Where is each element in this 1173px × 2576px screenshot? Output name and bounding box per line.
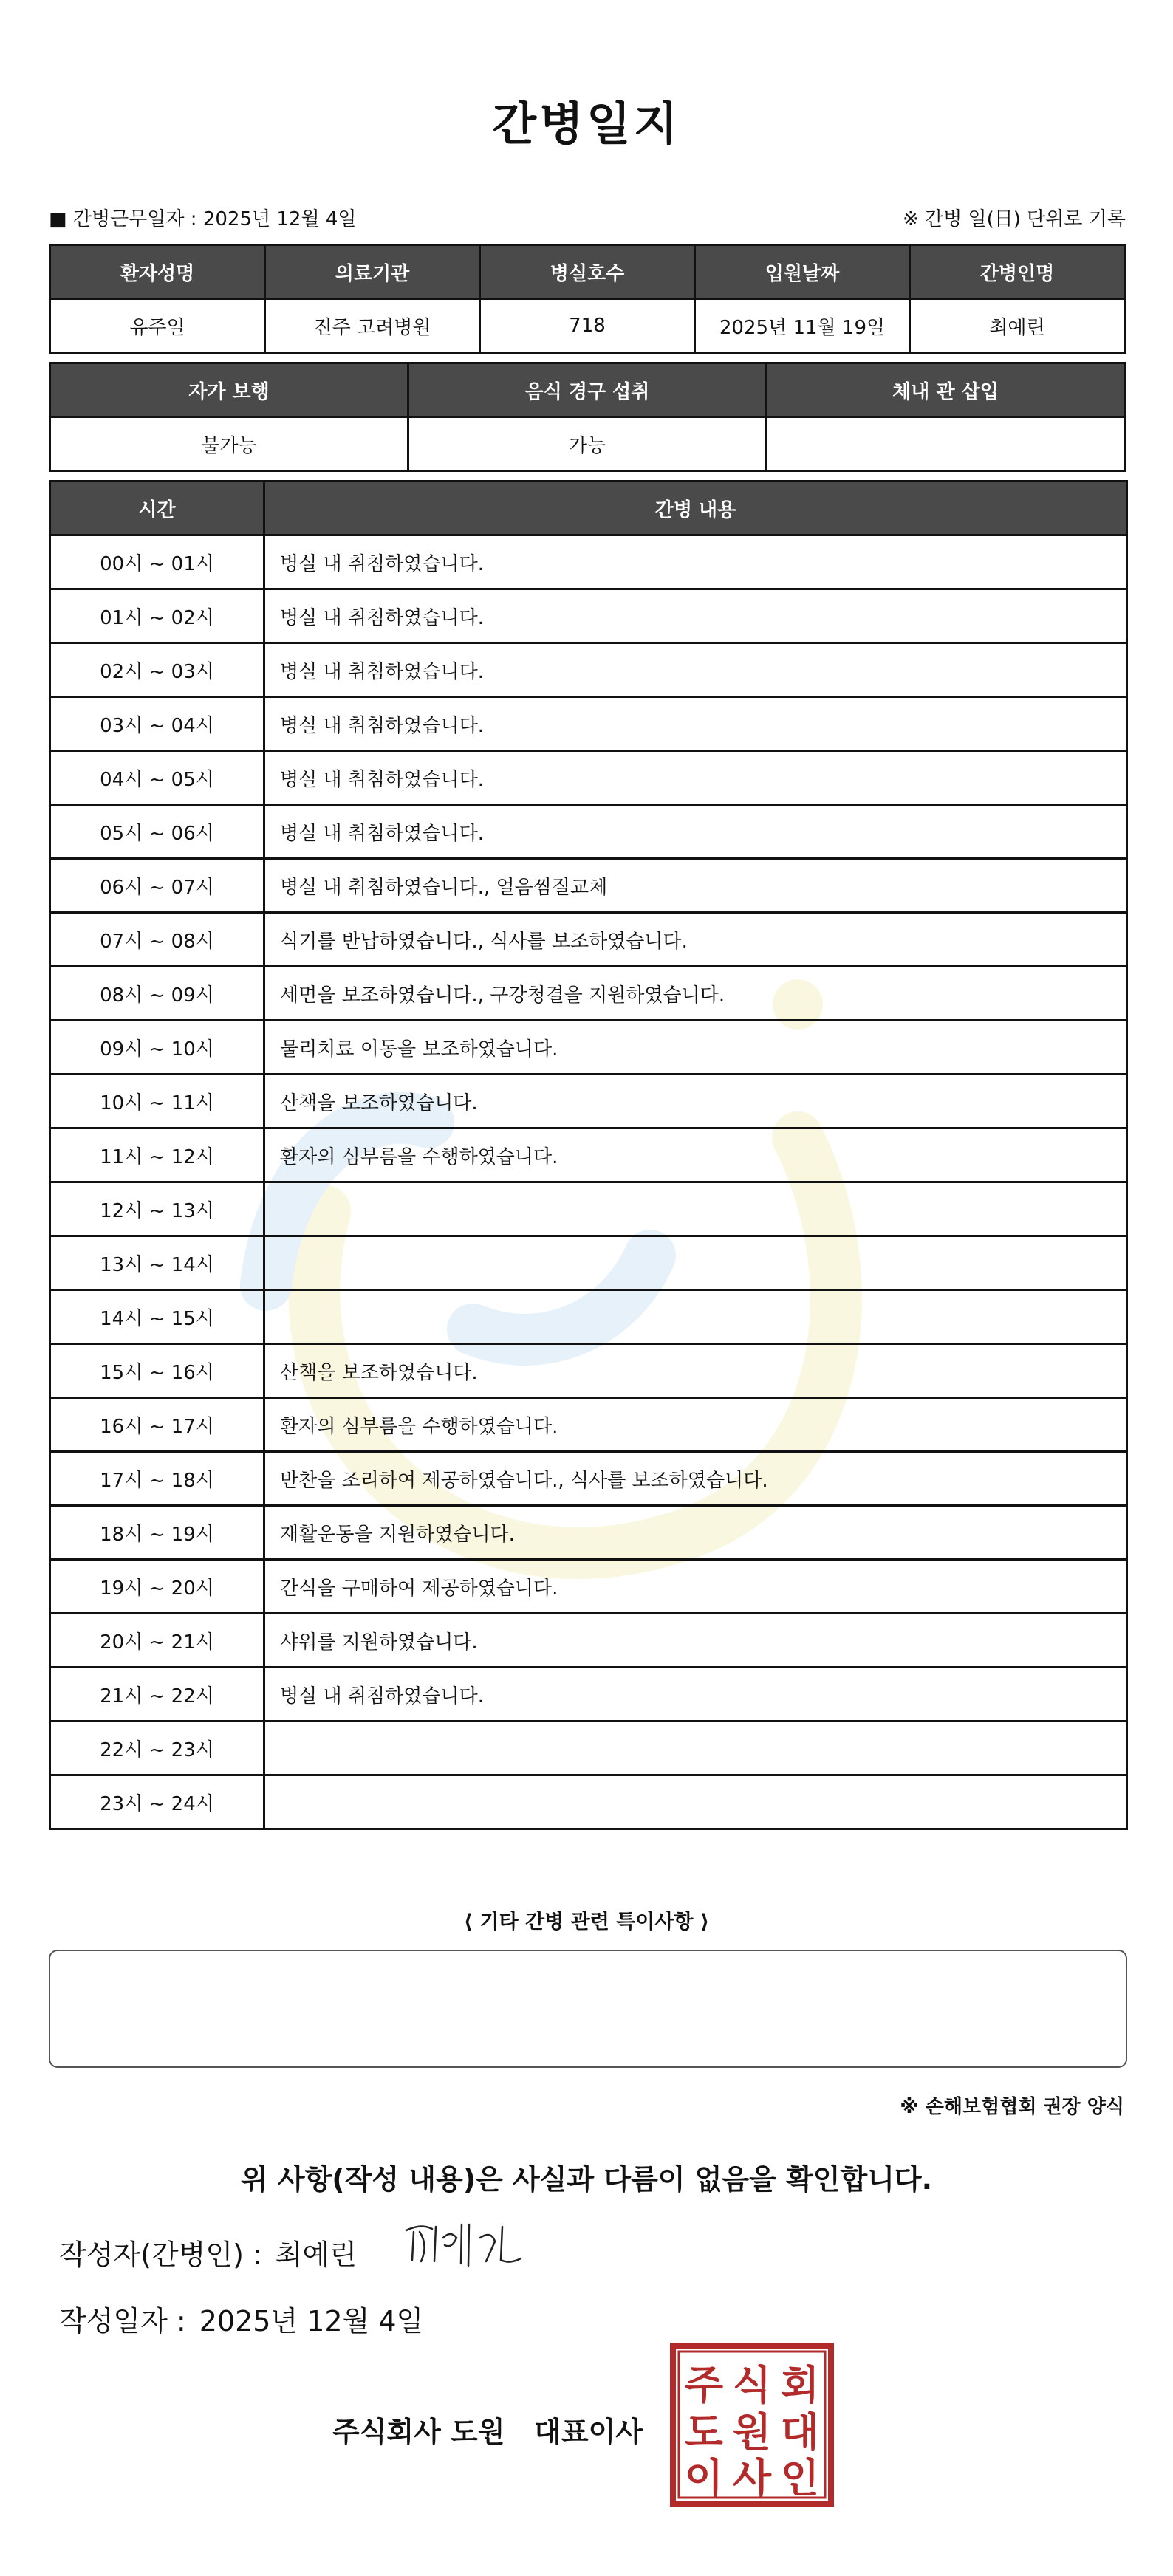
hospital: 진주 고려병원 [265, 299, 480, 353]
notes-box [49, 1950, 1127, 2068]
tube-insertion [767, 417, 1125, 471]
svg-text:원: 원 [732, 2409, 772, 2456]
time-slot: 22시 ~ 23시 [50, 1722, 264, 1775]
care-content [264, 1290, 1127, 1344]
time-slot: 18시 ~ 19시 [50, 1506, 264, 1560]
care-content: 병실 내 취침하였습니다., 얼음찜질교체 [264, 859, 1127, 913]
record-unit-note: ※ 간병 일(日) 단위로 기록 [902, 208, 1126, 230]
time-slot: 07시 ~ 08시 [50, 913, 264, 967]
svg-text:식: 식 [732, 2362, 772, 2408]
table-row [50, 1021, 1127, 1075]
table-row [50, 697, 1127, 751]
care-content: 병실 내 취침하였습니다. [264, 1668, 1127, 1722]
header-room-number: 병실호수 [480, 245, 695, 299]
time-slot: 11시 ~ 12시 [50, 1128, 264, 1182]
care-content: 병실 내 취침하였습니다. [264, 751, 1127, 805]
table-row [50, 913, 1127, 967]
meta-row [49, 198, 1126, 235]
self-walking: 불가능 [50, 417, 408, 471]
write-date-value: 2025년 12월 4일 [199, 2305, 424, 2337]
confirmation-statement: 위 사항(작성 내용)은 사실과 다름이 없음을 확인합니다. [240, 2163, 933, 2196]
care-log-body [50, 535, 1127, 1829]
table-row [50, 1775, 1127, 1829]
care-content [264, 1182, 1127, 1236]
table-row [50, 1075, 1127, 1128]
care-content: 세면을 보조하였습니다., 구강청결을 지원하였습니다. [264, 967, 1127, 1021]
svg-text:사: 사 [732, 2455, 772, 2501]
patient-info-header-row [50, 245, 1125, 299]
care-content: 산책을 보조하였습니다. [264, 1344, 1127, 1398]
time-slot: 00시 ~ 01시 [50, 535, 264, 589]
time-slot: 02시 ~ 03시 [50, 643, 264, 697]
svg-text:주: 주 [684, 2362, 724, 2408]
care-content: 샤워를 지원하였습니다. [264, 1614, 1127, 1668]
header-hospital: 의료기관 [265, 245, 480, 299]
care-content: 반찬을 조리하여 제공하였습니다., 식사를 보조하였습니다. [264, 1452, 1127, 1506]
svg-text:이: 이 [684, 2455, 724, 2501]
table-row [50, 805, 1127, 859]
care-content: 산책을 보조하였습니다. [264, 1075, 1127, 1128]
table-row [50, 1722, 1127, 1775]
time-slot: 05시 ~ 06시 [50, 805, 264, 859]
care-content: 병실 내 취침하였습니다. [264, 805, 1127, 859]
header-time: 시간 [50, 482, 264, 535]
care-content: 물리치료 이동을 보조하였습니다. [264, 1021, 1127, 1075]
time-slot: 15시 ~ 16시 [50, 1344, 264, 1398]
table-row [50, 967, 1127, 1021]
time-slot: 09시 ~ 10시 [50, 1021, 264, 1075]
table-row [50, 1452, 1127, 1506]
time-slot: 08시 ~ 09시 [50, 967, 264, 1021]
patient-info-value-row [50, 299, 1125, 353]
svg-text:대: 대 [780, 2409, 820, 2456]
company-seal [668, 2341, 835, 2508]
care-content: 병실 내 취침하였습니다. [264, 589, 1127, 643]
patient-status-value-row [50, 417, 1125, 471]
write-date-label: 작성일자 : [59, 2305, 186, 2337]
table-row [50, 535, 1127, 589]
patient-info-table [49, 244, 1126, 354]
table-row [50, 1668, 1127, 1722]
table-row [50, 1614, 1127, 1668]
time-slot: 01시 ~ 02시 [50, 589, 264, 643]
time-slot: 20시 ~ 21시 [50, 1614, 264, 1668]
care-work-date: ■ 간병근무일자 : 2025년 12월 4일 [49, 208, 357, 230]
table-row [50, 1128, 1127, 1182]
notes-title: ⟨ 기타 간병 관련 특이사항 ⟩ [463, 1911, 710, 1933]
time-slot: 23시 ~ 24시 [50, 1775, 264, 1829]
admission-date: 2025년 11월 19일 [695, 299, 910, 353]
svg-text:도: 도 [684, 2409, 724, 2456]
association-note: ※ 손해보험협회 권장 양식 [900, 2096, 1124, 2118]
care-content: 병실 내 취침하였습니다. [264, 535, 1127, 589]
time-slot: 14시 ~ 15시 [50, 1290, 264, 1344]
table-row [50, 751, 1127, 805]
svg-text:회: 회 [780, 2362, 820, 2408]
care-content: 병실 내 취침하였습니다. [264, 697, 1127, 751]
care-log-table [49, 480, 1128, 1830]
table-row [50, 1560, 1127, 1614]
header-admission-date: 입원날짜 [695, 245, 910, 299]
care-content: 환자의 심부름을 수행하였습니다. [264, 1128, 1127, 1182]
document-title: 간병일지 [492, 97, 681, 151]
care-content: 병실 내 취침하였습니다. [264, 643, 1127, 697]
time-slot: 16시 ~ 17시 [50, 1398, 264, 1452]
writer-name: 최예린 [275, 2238, 357, 2271]
table-row [50, 859, 1127, 913]
care-content: 간식을 구매하여 제공하였습니다. [264, 1560, 1127, 1614]
time-slot: 12시 ~ 13시 [50, 1182, 264, 1236]
care-content: 식기를 반납하였습니다., 식사를 보조하였습니다. [264, 913, 1127, 967]
header-care-content: 간병 내용 [264, 482, 1127, 535]
time-slot: 03시 ~ 04시 [50, 697, 264, 751]
svg-text:인: 인 [780, 2455, 820, 2501]
caregiver-name: 최예린 [910, 299, 1125, 353]
company-representative: 주식회사 도원 대표이사 [332, 2416, 643, 2448]
writer-line [59, 2232, 357, 2272]
patient-status-header-row [50, 363, 1125, 417]
patient-status-table [49, 362, 1126, 472]
table-row [50, 1398, 1127, 1452]
oral-intake: 가능 [408, 417, 767, 471]
table-row [50, 1506, 1127, 1560]
table-row [50, 1236, 1127, 1290]
care-content: 재활운동을 지원하였습니다. [264, 1506, 1127, 1560]
writer-label: 작성자(간병인) : [59, 2238, 262, 2271]
table-row [50, 643, 1127, 697]
header-oral-intake: 음식 경구 섭취 [408, 363, 767, 417]
table-row [50, 1290, 1127, 1344]
table-row [50, 589, 1127, 643]
header-patient-name: 환자성명 [50, 245, 265, 299]
header-caregiver-name: 간병인명 [910, 245, 1125, 299]
time-slot: 21시 ~ 22시 [50, 1668, 264, 1722]
patient-name: 유주일 [50, 299, 265, 353]
time-slot: 10시 ~ 11시 [50, 1075, 264, 1128]
time-slot: 04시 ~ 05시 [50, 751, 264, 805]
care-content [264, 1722, 1127, 1775]
room-number: 718 [480, 299, 695, 353]
care-content [264, 1775, 1127, 1829]
time-slot: 13시 ~ 14시 [50, 1236, 264, 1290]
header-self-walking: 자가 보행 [50, 363, 408, 417]
handwritten-signature [399, 2216, 532, 2275]
table-row [50, 1344, 1127, 1398]
care-log-header-row [50, 482, 1127, 535]
header-tube-insertion: 체내 관 삽입 [767, 363, 1125, 417]
write-date-line [59, 2298, 423, 2339]
time-slot: 06시 ~ 07시 [50, 859, 264, 913]
care-content [264, 1236, 1127, 1290]
time-slot: 19시 ~ 20시 [50, 1560, 264, 1614]
table-row [50, 1182, 1127, 1236]
time-slot: 17시 ~ 18시 [50, 1452, 264, 1506]
care-content: 환자의 심부름을 수행하였습니다. [264, 1398, 1127, 1452]
